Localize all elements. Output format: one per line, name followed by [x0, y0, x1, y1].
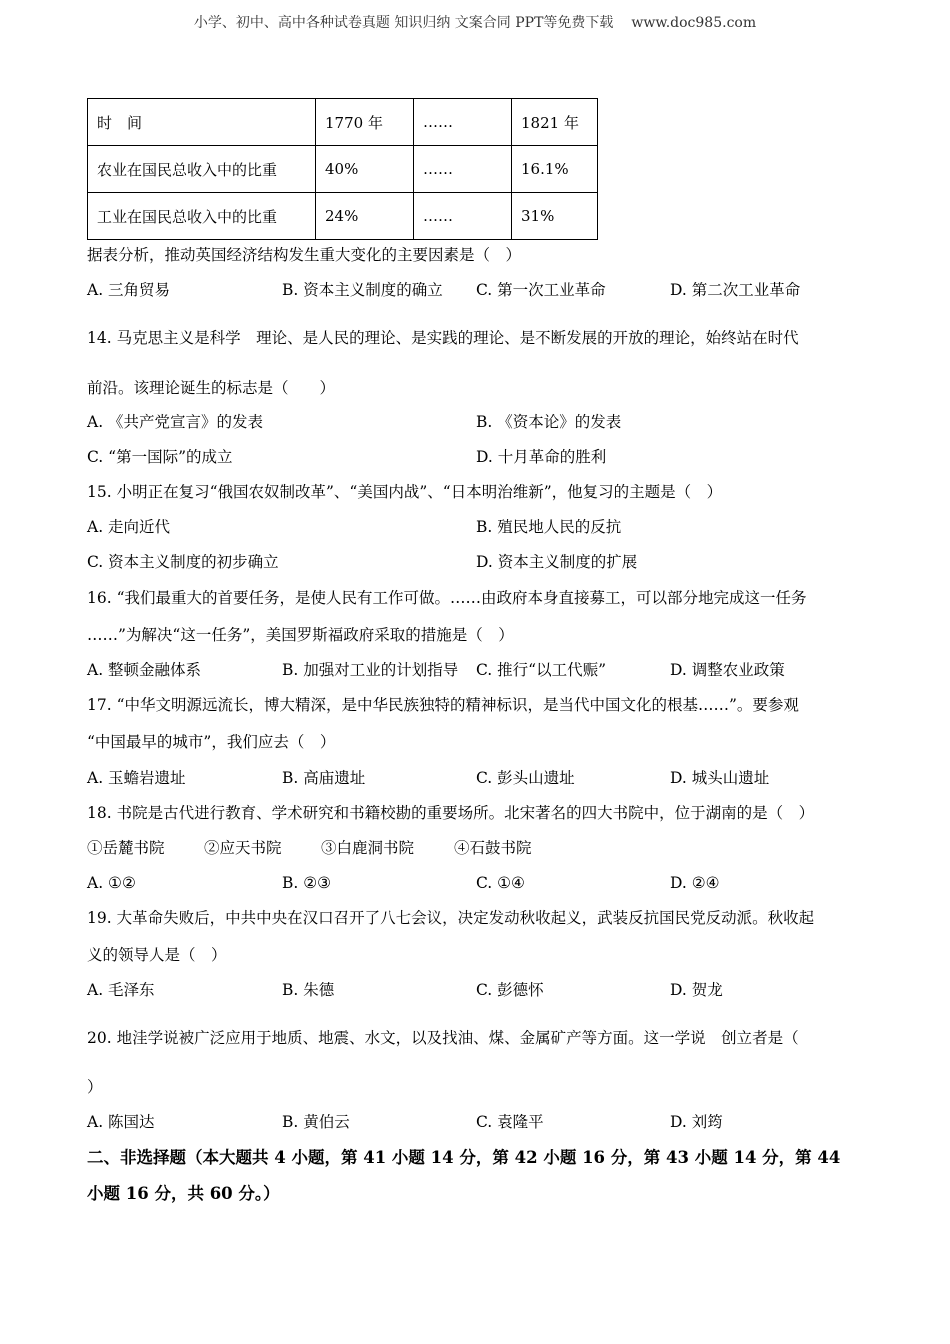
section-2-heading-line1: 二、非选择题（本大题共 4 小题，第 41 小题 14 分，第 42 小题 16 分，第 43 小题 14 分，第 44	[87, 1148, 841, 1167]
q16-option-a: A. 整顿金融体系	[87, 661, 202, 679]
table-cell: ……	[414, 146, 512, 193]
q13-option-c: C. 第一次工业革命	[476, 281, 606, 299]
question-17-line1: 17. “中华文明源远流长，博大精深，是中华民族独特的精神标识，是当代中国文化的根基……”。要参观	[87, 696, 799, 714]
table-row	[88, 99, 598, 146]
q13-option-b: B. 资本主义制度的确立	[282, 281, 443, 299]
q19-option-b: B. 朱德	[282, 981, 335, 999]
q20-option-a: A. 陈国达	[87, 1113, 155, 1131]
table-cell: 工业在国民总收入中的比重	[88, 193, 316, 240]
q19-option-d: D. 贺龙	[670, 981, 723, 999]
table-cell: 1821 年	[512, 99, 598, 146]
q15-option-d: D. 资本主义制度的扩展	[476, 553, 638, 571]
table-cell: 24%	[316, 193, 414, 240]
table-cell: ……	[414, 99, 512, 146]
q16-option-b: B. 加强对工业的计划指导	[282, 661, 459, 679]
table-cell: 时 间	[88, 99, 316, 146]
q18-option-b: B. ②③	[282, 874, 332, 892]
q20-option-c: C. 袁隆平	[476, 1113, 544, 1131]
q18-item-1: ①岳麓书院	[87, 839, 165, 857]
data-table	[87, 98, 598, 240]
q17-option-c: C. 彭头山遗址	[476, 769, 575, 787]
question-14-line1: 14. 马克思主义是科学 理论、是人民的理论、是实践的理论、是不断发展的开放的理论，始终站在时代	[87, 329, 799, 347]
question-16-line1: 16. “我们最重大的首要任务，是使人民有工作可做。……由政府本身直接募工，可以部分地完成这一任务	[87, 589, 807, 607]
q13-option-a: A. 三角贸易	[87, 281, 171, 299]
q18-option-d: D. ②④	[670, 874, 720, 892]
q16-option-d: D. 调整农业政策	[670, 661, 785, 679]
q18-item-3: ③白鹿洞书院	[321, 839, 415, 857]
question-15-stem: 15. 小明正在复习“俄国农奴制改革”、“美国内战”、“日本明治维新”，他复习的主题是（ ）	[87, 483, 723, 501]
q17-option-b: B. 高庙遗址	[282, 769, 366, 787]
q18-item-4: ④石鼓书院	[454, 839, 532, 857]
question-19-line2: 义的领导人是（ ）	[87, 946, 227, 964]
q15-option-a: A. 走向近代	[87, 518, 171, 536]
q14-option-a: A. 《共产党宣言》的发表	[87, 413, 264, 431]
header-text: 小学、初中、高中各种试卷真题 知识归纳 文案合同 PPT等免费下载	[193, 15, 614, 31]
question-13-stem: 据表分析，推动英国经济结构发生重大变化的主要因素是（ ）	[87, 246, 522, 264]
question-19-line1: 19. 大革命失败后，中共中央在汉口召开了八七会议，决定发动秋收起义，武装反抗国民党反动派。秋收起	[87, 909, 815, 927]
table-row	[88, 193, 598, 240]
question-20-line2: ）	[87, 1078, 103, 1096]
table-row	[88, 146, 598, 193]
table-cell: 31%	[512, 193, 598, 240]
header-url: www.doc985.com	[631, 15, 757, 31]
q18-option-c: C. ①④	[476, 874, 525, 892]
q14-option-c: C. “第一国际”的成立	[87, 448, 233, 466]
question-18-stem: 18. 书院是古代进行教育、学术研究和书籍校勘的重要场所。北宋著名的四大书院中，位于湖南的是（ ）	[87, 804, 815, 822]
table-cell: 40%	[316, 146, 414, 193]
q20-option-d: D. 刘筠	[670, 1113, 723, 1131]
q14-option-d: D. 十月革命的胜利	[476, 448, 607, 466]
q17-option-d: D. 城头山遗址	[670, 769, 770, 787]
q18-item-2: ②应天书院	[204, 839, 282, 857]
table-cell: 农业在国民总收入中的比重	[88, 146, 316, 193]
question-20-line1: 20. 地洼学说被广泛应用于地质、地震、水文，以及找油、煤、金属矿产等方面。这一学说 创立者是（	[87, 1029, 799, 1047]
q19-option-a: A. 毛泽东	[87, 981, 155, 999]
table-cell: 16.1%	[512, 146, 598, 193]
q18-option-a: A. ①②	[87, 874, 136, 892]
table-cell: ……	[414, 193, 512, 240]
q16-option-c: C. 推行“以工代赈”	[476, 661, 607, 679]
q17-option-a: A. 玉蟾岩遗址	[87, 769, 186, 787]
q14-option-b: B. 《资本论》的发表	[476, 413, 622, 431]
q15-option-c: C. 资本主义制度的初步确立	[87, 553, 279, 571]
section-2-heading-line2: 小题 16 分，共 60 分。）	[87, 1184, 280, 1203]
q13-option-d: D. 第二次工业革命	[670, 281, 801, 299]
q19-option-c: C. 彭德怀	[476, 981, 544, 999]
question-17-line2: “中国最早的城市”，我们应去（ ）	[87, 733, 336, 751]
question-14-line2: 前沿。该理论诞生的标志是（ ）	[87, 379, 336, 397]
question-16-line2: ……”为解决“这一任务”，美国罗斯福政府采取的措施是（ ）	[87, 626, 514, 644]
q20-option-b: B. 黄伯云	[282, 1113, 350, 1131]
table-cell: 1770 年	[316, 99, 414, 146]
page-header	[0, 12, 950, 32]
q15-option-b: B. 殖民地人民的反抗	[476, 518, 622, 536]
